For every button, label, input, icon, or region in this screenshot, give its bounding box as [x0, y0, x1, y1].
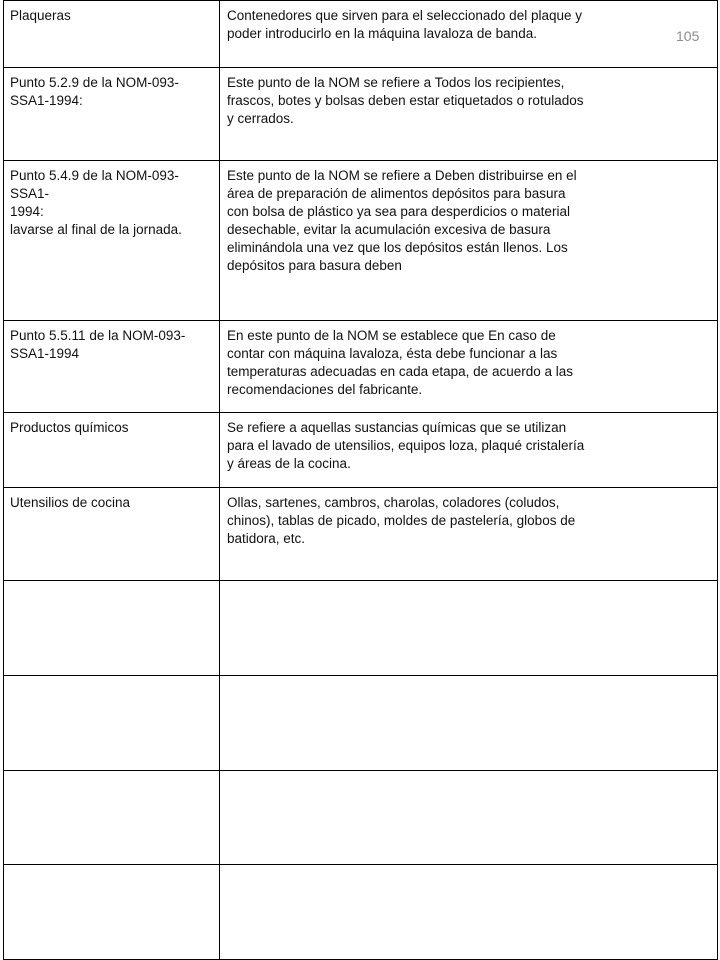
- definition-text: eliminándola una vez que los depósitos están llenos. Los: [227, 240, 568, 255]
- definition-text: Se refiere a aquellas sustancias químicas que se utilizan: [227, 420, 567, 435]
- definition-text: poder introducirlo en la máquina lavaloza de banda.: [227, 26, 537, 41]
- table-row: [4, 161, 718, 321]
- definition-text: batidora, etc.: [227, 531, 306, 546]
- term-text: Utensilios de cocina: [10, 495, 131, 510]
- term-text: Punto 5.4.9 de la NOM-093-: [10, 168, 179, 183]
- definition-cell: [220, 413, 718, 488]
- definition-text: Contenedores que sirven para el seleccionado del plaque y: [227, 8, 582, 23]
- definition-text: En este punto de la NOM se establece que En caso de: [227, 328, 556, 343]
- empty-cell: [220, 676, 718, 771]
- table-row-empty: [4, 771, 718, 865]
- definition-cell: [220, 321, 718, 413]
- definition-text: contar con máquina lavaloza, ésta debe funcionar a las: [227, 346, 558, 361]
- table-row-empty: [4, 865, 718, 960]
- term-text: lavarse al final de la jornada.: [10, 222, 182, 237]
- page-number: 105: [676, 28, 700, 44]
- table-row: [4, 1, 718, 68]
- term-cell: [4, 488, 220, 581]
- empty-cell: [4, 676, 220, 771]
- empty-cell: [4, 771, 220, 865]
- empty-cell: [220, 865, 718, 960]
- definition-text: temperaturas adecuadas en cada etapa, de acuerdo a las: [227, 364, 573, 379]
- definition-text: Este punto de la NOM se refiere a Deben distribuirse en el: [227, 168, 577, 183]
- term-text: SSA1-1994:: [10, 93, 83, 108]
- definition-text: depósitos para basura deben: [227, 258, 402, 273]
- term-cell: [4, 161, 220, 321]
- table-row-empty: [4, 581, 718, 676]
- term-text: Punto 5.5.11 de la NOM-093-: [10, 328, 186, 343]
- definition-text: área de preparación de alimentos depósitos para basura: [227, 186, 566, 201]
- empty-cell: [220, 771, 718, 865]
- definition-cell: [220, 161, 718, 321]
- table-row: [4, 68, 718, 161]
- term-cell: [4, 1, 220, 68]
- term-cell: [4, 413, 220, 488]
- term-text: Punto 5.2.9 de la NOM-093-: [10, 75, 179, 90]
- definition-text: y áreas de la cocina.: [227, 456, 351, 471]
- definition-text: para el lavado de utensilios, equipos loza, plaqué cristalería: [227, 438, 585, 453]
- empty-cell: [4, 865, 220, 960]
- definition-cell: [220, 1, 718, 68]
- empty-cell: [4, 581, 220, 676]
- term-cell: [4, 321, 220, 413]
- term-text: 1994:: [10, 204, 44, 219]
- table-row-empty: [4, 676, 718, 771]
- term-cell: [4, 68, 220, 161]
- glossary-table: [3, 0, 718, 960]
- definition-text: chinos), tablas de picado, moldes de pastelería, globos de: [227, 513, 576, 528]
- definition-text: desechable, evitar la acumulación excesiva de basura: [227, 222, 551, 237]
- term-text: Plaqueras: [10, 8, 71, 23]
- definition-text: y cerrados.: [227, 111, 294, 126]
- definition-text: Este punto de la NOM se refiere a Todos los recipientes,: [227, 75, 565, 90]
- definition-text: con bolsa de plástico ya sea para desperdicios o material: [227, 204, 570, 219]
- definition-cell: [220, 68, 718, 161]
- definition-text: recomendaciones del fabricante.: [227, 382, 423, 397]
- table-row: [4, 413, 718, 488]
- table-row: [4, 321, 718, 413]
- definition-text: Ollas, sartenes, cambros, charolas, coladores (coludos,: [227, 495, 560, 510]
- term-text: SSA1-1994: [10, 346, 80, 361]
- table-row: [4, 488, 718, 581]
- definition-text: frascos, botes y bolsas deben estar etiquetados o rotulados: [227, 93, 584, 108]
- empty-cell: [220, 581, 718, 676]
- term-text: SSA1-: [10, 186, 50, 201]
- term-text: Productos químicos: [10, 420, 129, 435]
- definition-cell: [220, 488, 718, 581]
